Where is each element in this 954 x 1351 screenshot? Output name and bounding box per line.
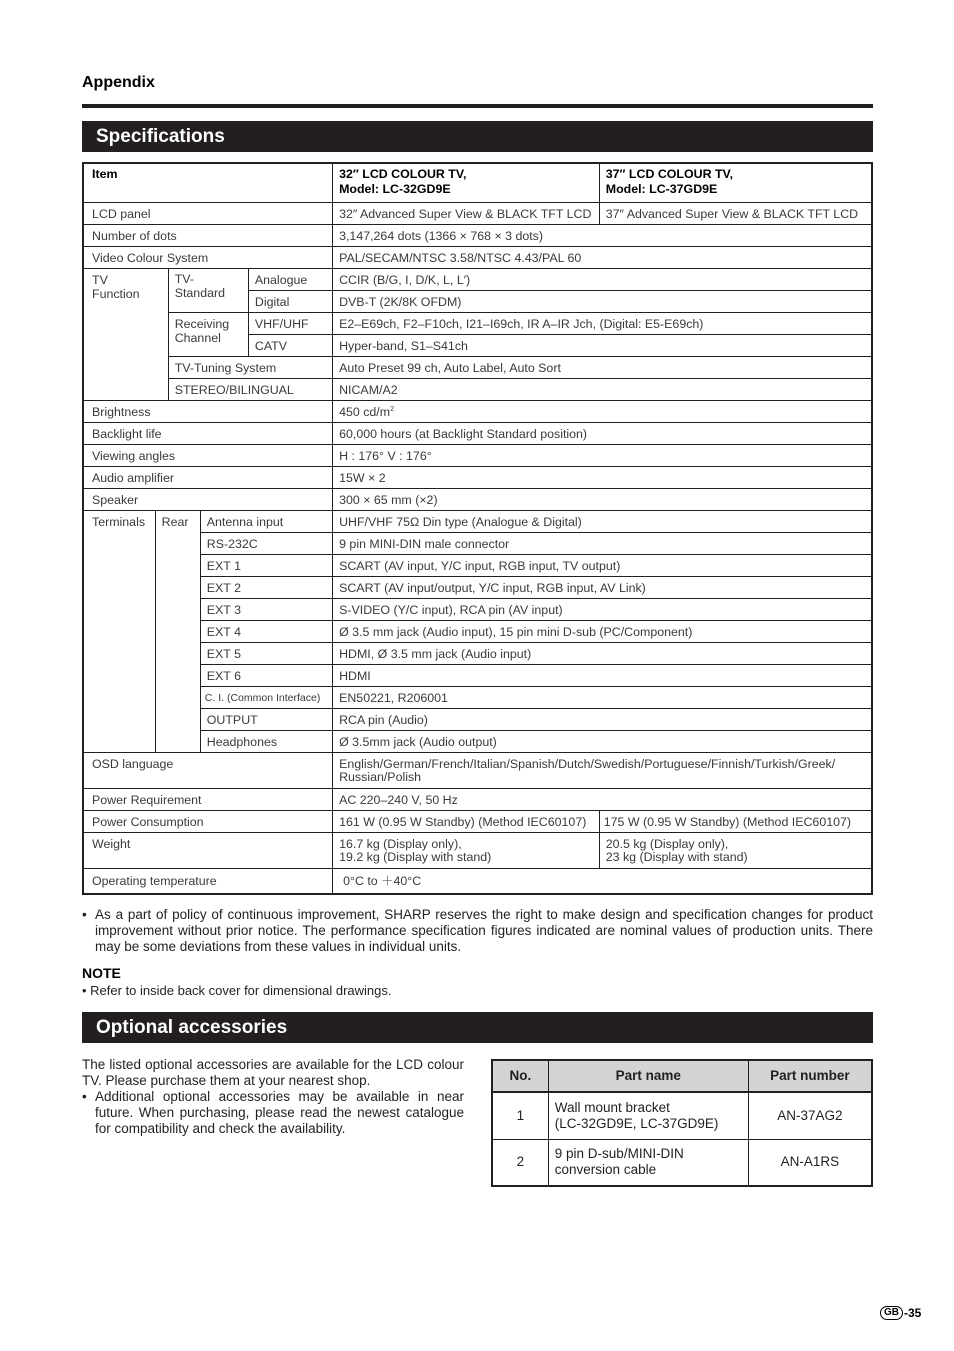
row-backlight: Backlight life 60,000 hours (at Backlight Standard position): [83, 422, 872, 444]
row-dots: Number of dots 3,147,264 dots (1366 × 768 × 3 dots): [83, 224, 872, 246]
col-part-name: Part name: [548, 1060, 748, 1092]
accessories-title: Optional accessories: [82, 1012, 873, 1043]
policy-note-text: • As a part of policy of continuous improvement, SHARP reserves the right to make design and specification changes for product improvement without prior notice. The performance specification figures indicated are nominal values of production units. There may be some deviations from these values in individual units.: [82, 907, 873, 955]
page-number-text: -35: [904, 1306, 922, 1320]
row-video: Video Colour System PAL/SECAM/NTSC 3.58/NTSC 4.43/PAL 60: [83, 246, 872, 268]
region-badge: GB: [880, 1306, 903, 1320]
accessories-table: [491, 1059, 873, 1187]
row-terminal: RS-232C 9 pin MINI-DIN male connector: [83, 532, 872, 554]
note-title: NOTE: [82, 965, 121, 981]
specifications-table: [82, 162, 873, 895]
header-32: 32″ LCD COLOUR TV, Model: LC-32GD9E: [333, 163, 600, 202]
row-terminal: EXT 6 HDMI: [83, 664, 872, 686]
col-no: No.: [492, 1060, 548, 1092]
row-terminal: EXT 2 SCART (AV input/output, Y/C input, RGB input, AV Link): [83, 576, 872, 598]
row-terminal: Terminals Rear Antenna input UHF/VHF 75Ω Din type (Analogue & Digital): [83, 510, 872, 532]
row-lcd-panel: LCD panel 32″ Advanced Super View & BLACK TFT LCD 37″ Advanced Super View & BLACK TFT LCD: [83, 202, 872, 224]
tv-function-label: TV Function: [83, 268, 168, 400]
row-osd: OSD language English/German/French/Italian/Spanish/Dutch/Swedish/Portuguese/Finnish/Turkish/Greek/ Russian/Polish: [83, 752, 872, 788]
row-terminal: Headphones Ø 3.5mm jack (Audio output): [83, 730, 872, 752]
row-tuning: TV-Tuning System Auto Preset 99 ch, Auto Label, Auto Sort: [83, 356, 872, 378]
row-audio: Audio amplifier 15W × 2: [83, 466, 872, 488]
row-terminal: EXT 4 Ø 3.5 mm jack (Audio input), 15 pin mini D-sub (PC/Component): [83, 620, 872, 642]
note-text: • Refer to inside back cover for dimensional drawings.: [82, 983, 392, 998]
accessories-intro: The listed optional accessories are available for the LCD colour TV. Please purchase them at your nearest shop.: [82, 1057, 464, 1088]
row-power-requirement: Power Requirement AC 220–240 V, 50 Hz: [83, 788, 872, 810]
row-analogue: TV Function TV-Standard Analogue CCIR (B/G, I, D/K, L, L′): [83, 268, 872, 290]
row-terminal: EXT 3 S-VIDEO (Y/C input), RCA pin (AV input): [83, 598, 872, 620]
receiving-channel-label: Receiving Channel: [168, 312, 248, 356]
header-item: Item: [83, 163, 333, 202]
row-terminal: EXT 5 HDMI, Ø 3.5 mm jack (Audio input): [83, 642, 872, 664]
page-number: [880, 1306, 921, 1320]
row-weight: Weight 16.7 kg (Display only), 19.2 kg (Display with stand) 20.5 kg (Display only), 23 kg (Display with stand): [83, 832, 872, 868]
row-digital: Digital DVB-T (2K/8K OFDM): [83, 290, 872, 312]
row-catv: CATV Hyper-band, S1–S41ch: [83, 334, 872, 356]
policy-note: [82, 907, 873, 955]
accessories-header-row: [492, 1060, 872, 1092]
spec-header-row: [83, 163, 872, 202]
header-rule: [82, 104, 873, 108]
row-terminal: OUTPUT RCA pin (Audio): [83, 708, 872, 730]
row-brightness: Brightness 450 $cd/m^2$: [83, 400, 872, 422]
row-terminal: C. I. (Common Interface) EN50221, R206001: [83, 686, 872, 708]
row-terminal: EXT 1 SCART (AV input, Y/C input, RGB input, TV output): [83, 554, 872, 576]
row-viewing: Viewing angles H : 176° V : 176°: [83, 444, 872, 466]
row-power-consumption: Power Consumption 161 W (0.95 W Standby) (Method IEC60107) 175 W (0.95 W Standby) (Method IEC60107): [83, 810, 872, 832]
appendix-heading: Appendix: [82, 74, 155, 91]
row-speaker: Speaker 300 × 65 mm (×2): [83, 488, 872, 510]
accessories-description: [82, 1057, 464, 1137]
row-temperature: Operating temperature 0°C to ＋40°C: [83, 868, 872, 894]
row-vhf: Receiving Channel VHF/UHF E2–E69ch, F2–F10ch, I21–I69ch, IR A–IR Jch, (Digital: E5-E69ch): [83, 312, 872, 334]
col-part-number: Part number: [748, 1060, 872, 1092]
accessories-bullet: • Additional optional accessories may be available in near future. When purchasing, please read the newest catalogue for compatibility and check the availability.: [82, 1089, 464, 1137]
header-37: 37″ LCD COLOUR TV, Model: LC-37GD9E: [599, 163, 872, 202]
specifications-title: Specifications: [82, 121, 873, 152]
accessory-row: 2 9 pin D-sub/MINI-DIN conversion cable AN-A1RS: [492, 1139, 872, 1186]
accessory-row: 1 Wall mount bracket (LC-32GD9E, LC-37GD9E) AN-37AG2: [492, 1092, 872, 1139]
row-stereo: STEREO/BILINGUAL NICAM/A2: [83, 378, 872, 400]
